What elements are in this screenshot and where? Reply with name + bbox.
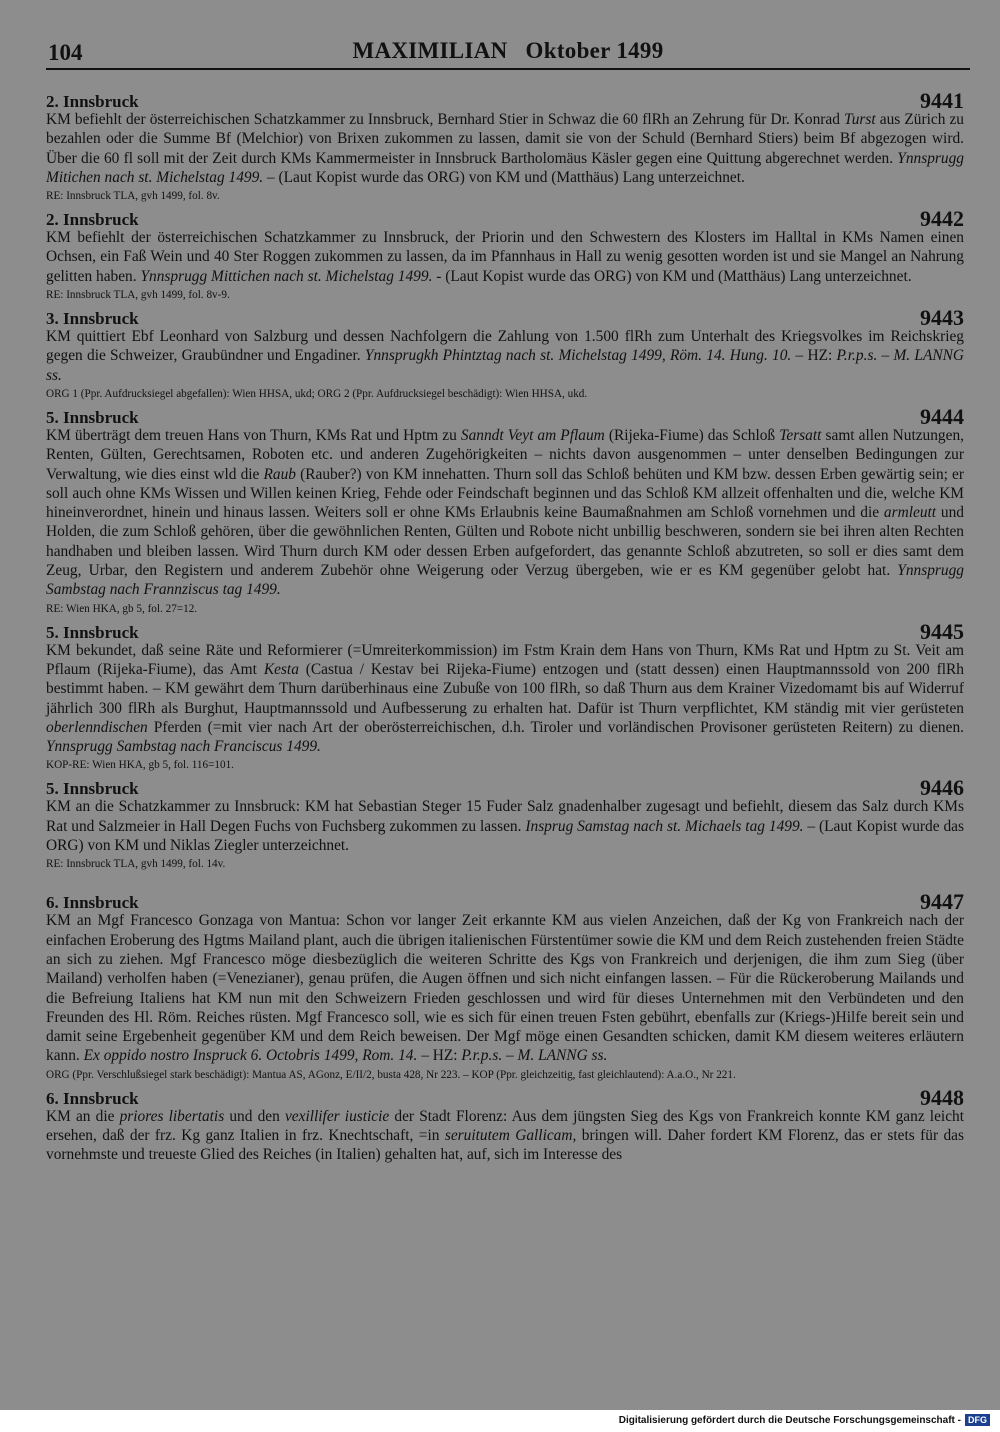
body-text: - (Laut Kopist wurde das ORG) von KM und (Matthäus) Lang unterzeichnet. <box>432 267 912 285</box>
entry-date-place: 5. Innsbruck <box>46 407 139 427</box>
italic-quote: oberlenndischen <box>46 718 148 736</box>
italic-quote: Tersatt <box>779 426 822 444</box>
entry-number: 9446 <box>920 775 964 801</box>
entry-heading <box>46 889 964 915</box>
italic-quote: Raub <box>263 465 296 483</box>
italic-quote: Turst <box>844 111 876 128</box>
body-text: KM an die <box>46 1107 120 1125</box>
body-text: KM quittiert Ebf Leonhard von Salzburg und dessen Nachfolgern die Zahlung von 1.500 flRh zum Unterhalt des Kriegsvolkes im Reichskrieg gegen die Schweizer, Graubündner und Engadiner. <box>46 328 964 365</box>
entry-date-place: 5. Innsbruck <box>46 779 139 799</box>
running-head-month: Oktober 1499 <box>525 38 664 63</box>
entry-number: 9444 <box>920 403 964 429</box>
italic-quote: Ynnsprugg Mittichen nach st. Michelstag 1499. <box>140 267 433 285</box>
entry-source: RE: Innsbruck TLA, gvh 1499, fol. 14v. <box>46 858 226 871</box>
entry-heading <box>46 206 964 232</box>
entry-heading <box>46 305 964 331</box>
entry-number: 9441 <box>920 88 964 113</box>
body-text: KM befiehlt der österreichischen Schatzkammer zu Innsbruck, der Priorin und den Schwestern des Klosters im Halltal in KMs Namen einen Ochsen, ein Faß Wein und 40 Ster Roggen zukommen zu lassen, da im Pfannhaus in Hall zu wenig gesotten worden ist und sie Mangel an Nahrung gelitten haben. <box>46 229 964 285</box>
regest-entry <box>46 307 964 401</box>
italic-quote: Ex oppido nostro Inspruck 6. Octobris 1499, Rom. 14. <box>83 1047 418 1065</box>
entry-source: KOP-RE: Wien HKA, gb 5, fol. 116=101. <box>46 759 234 772</box>
entry-number: 9445 <box>920 618 964 644</box>
italic-quote: Ynnsprugg Sambstag nach Franciscus 1499. <box>46 738 321 756</box>
entry-heading <box>46 1084 964 1110</box>
entry-body <box>46 1107 964 1165</box>
entry-source: RE: Innsbruck TLA, gvh 1499, fol. 8v. <box>46 190 220 203</box>
body-text: (Rijeka-Fiume) das Schloß <box>604 426 780 444</box>
page-header <box>46 38 970 70</box>
italic-quote: Ynnsprugg Mitichen nach st. Michelstag 1499. <box>46 149 964 186</box>
entry-date-place: 6. Innsbruck <box>46 893 139 913</box>
entry-heading <box>46 775 964 801</box>
entry-source: RE: Innsbruck TLA, gvh 1499, fol. 8v-9. <box>46 289 230 302</box>
italic-quote: P.r.p.s. – M. LANNG ss. <box>46 347 964 384</box>
page-number: 104 <box>48 40 83 65</box>
running-head-title: MAXIMILIAN <box>352 38 508 63</box>
body-text: samt allen Nutzungen, Renten, Gülten, Gerechtsamen, Roboten etc. und anderen Zugehörigkeiten – nichts davon ausgenommen – unter denselben Bedingungen zur Verwaltung, wie dies einst wld die <box>46 426 965 483</box>
entry-body <box>46 911 964 1065</box>
entry-number: 9443 <box>920 305 964 331</box>
entry-date-place: 6. Innsbruck <box>46 1088 139 1108</box>
body-text: – HZ: <box>417 1047 462 1065</box>
regest-entry <box>46 1084 964 1165</box>
entry-date-place: 5. Innsbruck <box>46 622 139 642</box>
italic-quote: Ynnsprugkh Phintztag nach st. Michelstag 1499, Röm. 14. Hung. 10. <box>364 347 792 365</box>
body-text: KM überträgt dem treuen Hans von Thurn, KMs Rat und Hptm zu <box>46 426 461 444</box>
body-text: Pferden (=mit vier nach Art der oberösterreichischen, d.h. Tiroler und vorländischen Provisoner gerüsteten Reitern) zu dienen. <box>147 718 964 736</box>
entry-number: 9447 <box>920 889 964 915</box>
entry-date-place: 2. Innsbruck <box>46 210 139 230</box>
entry-date-place: 3. Innsbruck <box>46 309 139 329</box>
body-text: (Rauber?) von KM innehatten. Thurn soll das Schloß behüten und KM bzw. dessen Erben gewärtig sein; er soll auch ohne KMs Wissen und Willen keinen Krieg, Fehde oder Feindschaft beginnen und das Schloß KM allzeit offenhalten und die, welche KM hineinverordnet, hinein und hinaus lassen. Weiters soll er ohne KMs Erlaubnis keine Baumaßnahmen am Schloß vornehmen und die <box>46 465 964 522</box>
entry-body <box>46 228 964 286</box>
entry-source: RE: Wien HKA, gb 5, fol. 27=12. <box>46 602 198 615</box>
italic-quote: armleutt <box>883 504 937 522</box>
body-text: (Castua / Kestav bei Rijeka-Fiume) entzogen und (statt dessen) einen Hauptmannssold von 200 flRh bestimmt haben. – KM gewährt dem Thurn darüberhinaus eine Zubuße von 100 flRh, so daß Thurn aus dem Krainer Vizedomamt bis auf Widerruf jährlich 300 flRh als Burghut, Hauptmannssold und Aufbesserung zu erhalten hat. Dafür ist Thurn verpflichtet, KM ständig mit vier gerüsteten <box>46 660 964 717</box>
italic-quote: Sanndt Veyt am Pflaum <box>460 426 605 444</box>
body-text: – (Laut Kopist wurde das ORG) von KM und Niklas Ziegler unterzeichnet. <box>46 817 964 855</box>
dfg-logo: DFG <box>965 1414 990 1426</box>
entry-number: 9442 <box>920 206 964 232</box>
entry-heading <box>46 403 964 429</box>
entry-date-place: 2. Innsbruck <box>46 92 139 111</box>
entry-number: 9448 <box>920 1084 964 1110</box>
body-text: der Stadt Florenz: Aus dem jüngsten Sieg des Kgs von Frankreich konnte KM ganz leicht ersehen, daß der frz. Kg ganz Italien in frz. Knechtschaft, =in <box>46 1107 964 1144</box>
entry-body <box>46 327 964 385</box>
body-text: aus Zürich zu bezahlen oder die Summe Bf (Melchior) von Brixen zukommen zu lassen, damit sie von der Schuld (Bernhard Stiers) beim Bf abgezogen wird. Über die 60 fl soll mit der Zeit durch KMs Kammermeister in Innsbruck Bartholomäus Käsler gegen eine Quittung abgerechnet werden. <box>46 111 965 167</box>
italic-quote: Insprug Samstag nach st. Michaels tag 1499. <box>525 817 804 835</box>
body-text: KM an Mgf Francesco Gonzaga von Mantua: Schon vor langer Zeit erkannte KM aus vielen Anzeichen, daß der Kg von Frankreich nach der einfachen Eroberung des Hgtms Mailand plant, auch die übrigen italienischen Fürstentümer sowie die KM und dem Reich zustehenden freien Städte an sich zu ziehen. Mgf Francesco möge diesbezüglich die weiteren Schritte des Kgs von Frankreich und derjenigen, die ihm zum Sieg (über Mailand) verholfen haben (=Venezianer), genau prüfen, die Augen öffnen und sich nicht einfangen lassen. – Für die Rückeroberung Mailands und die Befreiung Italiens hat KM nun mit den Schweizern Frieden geschlossen und wird für dieses Unternehmen mit den Verbündeten und den Freunden des Hl. Röm. Reiches rüsten. Mgf Francesco soll, wie es sich für einen treuen Fsten gebührt, ebenfalls zur (Kriegs-)Hilfe bereit sein und damit seine Ergebenheit gegenüber KM und dem Reich beweisen. Der Mgf möge einen Gesandten schicken, damit KM diesem weiteres erläutern kann. <box>46 912 964 1065</box>
italic-quote: P.r.p.s. – M. LANNG ss. <box>461 1047 608 1065</box>
entry-body <box>46 426 964 600</box>
entry-heading <box>46 88 964 113</box>
regest-entry <box>46 90 964 203</box>
entry-source: ORG 1 (Ppr. Aufdrucksiegel abgefallen): Wien HHSA, ukd; ORG 2 (Ppr. Aufdrucksiegel beschädigt): Wien HHSA, ukd. <box>46 387 588 400</box>
italic-quote: vexillifer iusticie <box>284 1107 390 1125</box>
body-text: bringen will. Daher fordert KM Florenz, das er stets für das vornehmste und treueste Glied des Reiches (in Italien) gehalten hat, auf, sich im Interesse des <box>46 1126 964 1164</box>
italic-quote: seruitutem Gallicam, <box>444 1126 577 1144</box>
italic-quote: priores libertatis <box>119 1107 225 1125</box>
entry-heading <box>46 618 964 644</box>
entry-source: ORG (Ppr. Verschlußsiegel stark beschädigt): Mantua AS, AGonz, E/II/2, busta 428, Nr 223. – KOP (Ppr. gleichzeitig, fast gleichlautend): A.a.O., Nr 221. <box>46 1068 736 1081</box>
running-head <box>46 38 970 64</box>
regest-entry <box>46 618 964 773</box>
body-text: und den <box>224 1107 285 1125</box>
italic-quote: Ynnsprugg Sambstag nach Frannziscus tag 1499. <box>46 562 964 599</box>
entry-body <box>46 110 964 187</box>
body-text: KM bekundet, daß seine Räte und Reformierer (=Umreiterkommission) im Fstm Krain dem Hans von Thurn, KMs Rat und Hptm zu St. Veit am Pflaum (Rijeka-Fiume), das Amt <box>46 641 964 678</box>
italic-quote: Kesta <box>263 660 299 678</box>
body-text: – (Laut Kopist wurde das ORG) von KM und (Matthäus) Lang unterzeichnet. <box>263 168 745 186</box>
regest-entry <box>46 208 964 302</box>
body-text: – HZ: <box>791 347 837 365</box>
dfg-footer <box>619 1414 990 1426</box>
regest-entry <box>46 891 964 1081</box>
entry-body <box>46 797 964 855</box>
entry-body <box>46 641 964 757</box>
regest-entry <box>46 403 965 616</box>
regesta-entries <box>46 90 964 1170</box>
footer-credit: Digitalisierung gefördert durch die Deutsche Forschungsgemeinschaft - <box>618 1414 961 1426</box>
body-text: KM an die Schatzkammer zu Innsbruck: KM hat Sebastian Steger 15 Fuder Salz gnadenhalber zugesagt und befiehlt, diesem das Salz durch KMs Rat und Salzmeier in Hall Degen Fuchs von Fuchsberg zukommen zu lassen. <box>46 798 964 835</box>
body-text: KM befiehlt der österreichischen Schatzkammer zu Innsbruck, Bernhard Stier in Schwaz die 60 flRh an Zehrung für Dr. Konrad <box>46 111 845 128</box>
body-text: und Holden, die zum Schloß gehören, über die gewöhnlichen Renten, Gülten und Robote nicht unbillig beschweren, sondern sie bei ihren alten Rechten handhaben und bleiben lassen. Wird Thurn durch KM oder dessen Erben aufgefordert, das genannte Schloß abzutreten, so soll er dies samt dem Zeug, Urbar, den Registern und anderem Zubehör ohne Weigerung oder Verzug übergeben, wie er es KM gegenüber gelobt hat. <box>46 504 964 580</box>
regest-entry <box>46 777 964 871</box>
